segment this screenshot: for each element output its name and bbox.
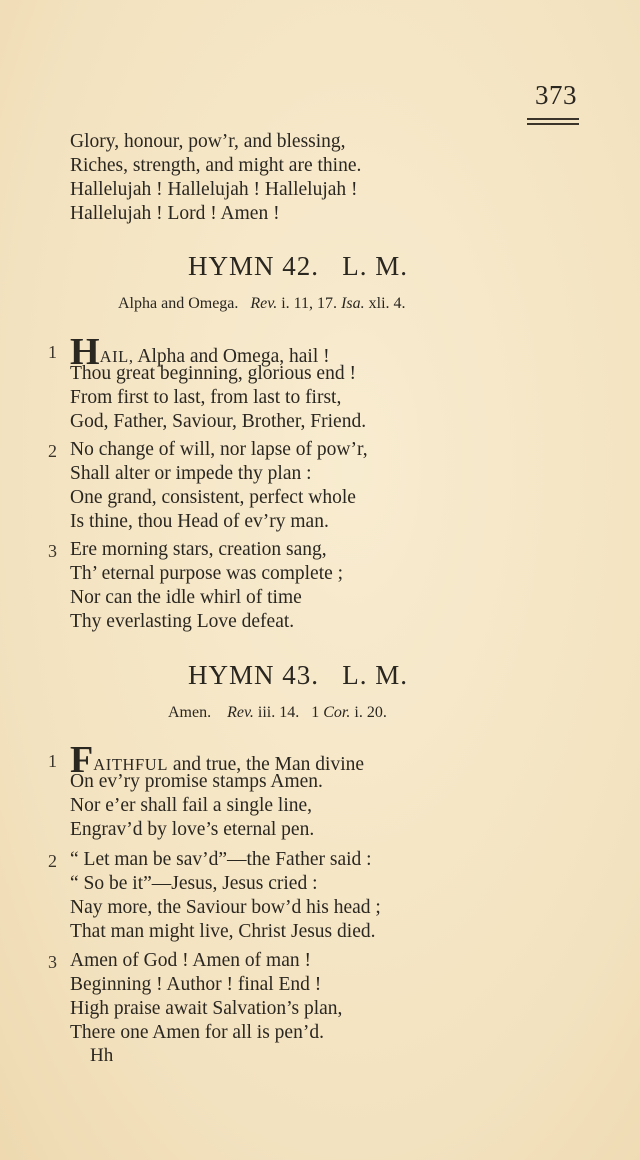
- hymn-42-ref-book: Rev.: [250, 295, 278, 312]
- hymn-42-subtitle-text: Alpha and Omega.: [118, 295, 239, 312]
- verse-number: 1: [48, 342, 57, 362]
- signature-mark: Hh: [90, 1045, 114, 1066]
- verse-line: High praise await Salvation’s plan,: [70, 998, 343, 1019]
- verse-line: “ So be it”—Jesus, Jesus cried :: [70, 873, 318, 894]
- small-caps-word: AIL,: [99, 347, 134, 366]
- verse-line: Thou great beginning, glorious end !: [70, 363, 356, 384]
- verse-line: Is thine, thou Head of ev’ry man.: [70, 511, 329, 532]
- top-line: Glory, honour, pow’r, and blessing,: [70, 131, 346, 152]
- drop-cap: F: [70, 739, 94, 781]
- hymn-43-subtitle-text: Amen.: [168, 704, 212, 721]
- verse-number: 3: [48, 541, 57, 561]
- hymn-43-ref-rest: iii. 14. 1: [253, 704, 324, 721]
- first-line-rest: Alpha and Omega, hail !: [133, 346, 330, 367]
- verse-line: God, Father, Saviour, Brother, Friend.: [70, 411, 367, 432]
- verse-line: No change of will, nor lapse of pow’r,: [70, 439, 368, 460]
- verse-number: 1: [48, 751, 57, 771]
- hymn-43-ref-book-2: Cor.: [323, 704, 351, 721]
- drop-cap: H: [70, 331, 100, 373]
- hymn-43-ref-rest-2: i. 20.: [350, 704, 387, 721]
- verse-line: There one Amen for all is pen’d.: [70, 1022, 324, 1043]
- hymn-42-ref-rest-2: xli. 4.: [364, 295, 406, 312]
- hymn-43-subtitle: [168, 704, 387, 722]
- verse-line: “ Let man be sav’d”—the Father said :: [70, 849, 372, 870]
- hymn-42-subtitle: [118, 295, 406, 313]
- top-line: Riches, strength, and might are thine.: [70, 155, 362, 176]
- first-line-rest: and true, the Man divine: [168, 754, 365, 775]
- verse-line: Th’ eternal purpose was complete ;: [70, 563, 344, 584]
- verse-line: Nor can the idle whirl of time: [70, 587, 302, 608]
- verse-line: Thy everlasting Love defeat.: [70, 611, 295, 632]
- verse-line: Amen of God ! Amen of man !: [70, 950, 311, 971]
- verse-number: 2: [48, 851, 57, 871]
- verse-line: Shall alter or impede thy plan :: [70, 463, 312, 484]
- top-line: Hallelujah ! Hallelujah ! Hallelujah !: [70, 179, 358, 200]
- top-line: Hallelujah ! Lord ! Amen !: [70, 203, 280, 224]
- header-rule: [527, 118, 579, 120]
- hymn-43-title: HYMN 43. L. M.: [188, 660, 409, 690]
- verse-line: Nay more, the Saviour bow’d his head ;: [70, 897, 381, 918]
- page-number: 373: [535, 80, 577, 110]
- hymn-42-ref-rest: i. 11, 17.: [277, 295, 342, 312]
- small-caps-word: AITHFUL: [93, 755, 168, 774]
- verse-line: Engrav’d by love’s eternal pen.: [70, 819, 315, 840]
- verse-line: On ev’ry promise stamps Amen.: [70, 771, 323, 792]
- verse-number: 2: [48, 441, 57, 461]
- verse-number: 3: [48, 952, 57, 972]
- verse-line: One grand, consistent, perfect whole: [70, 487, 356, 508]
- verse-line: From first to last, from last to first,: [70, 387, 342, 408]
- hymn-42-ref-book-2: Isa.: [341, 295, 365, 312]
- hymn-42-title: HYMN 42. L. M.: [188, 251, 409, 281]
- verse-line: That man might live, Christ Jesus died.: [70, 921, 376, 942]
- verse-line: Nor e’er shall fail a single line,: [70, 795, 313, 816]
- verse-line: Ere morning stars, creation sang,: [70, 539, 327, 560]
- verse-line: Beginning ! Author ! final End !: [70, 974, 322, 995]
- hymn-43-ref-book: Rev.: [227, 704, 254, 721]
- header-rule-2: [527, 123, 579, 125]
